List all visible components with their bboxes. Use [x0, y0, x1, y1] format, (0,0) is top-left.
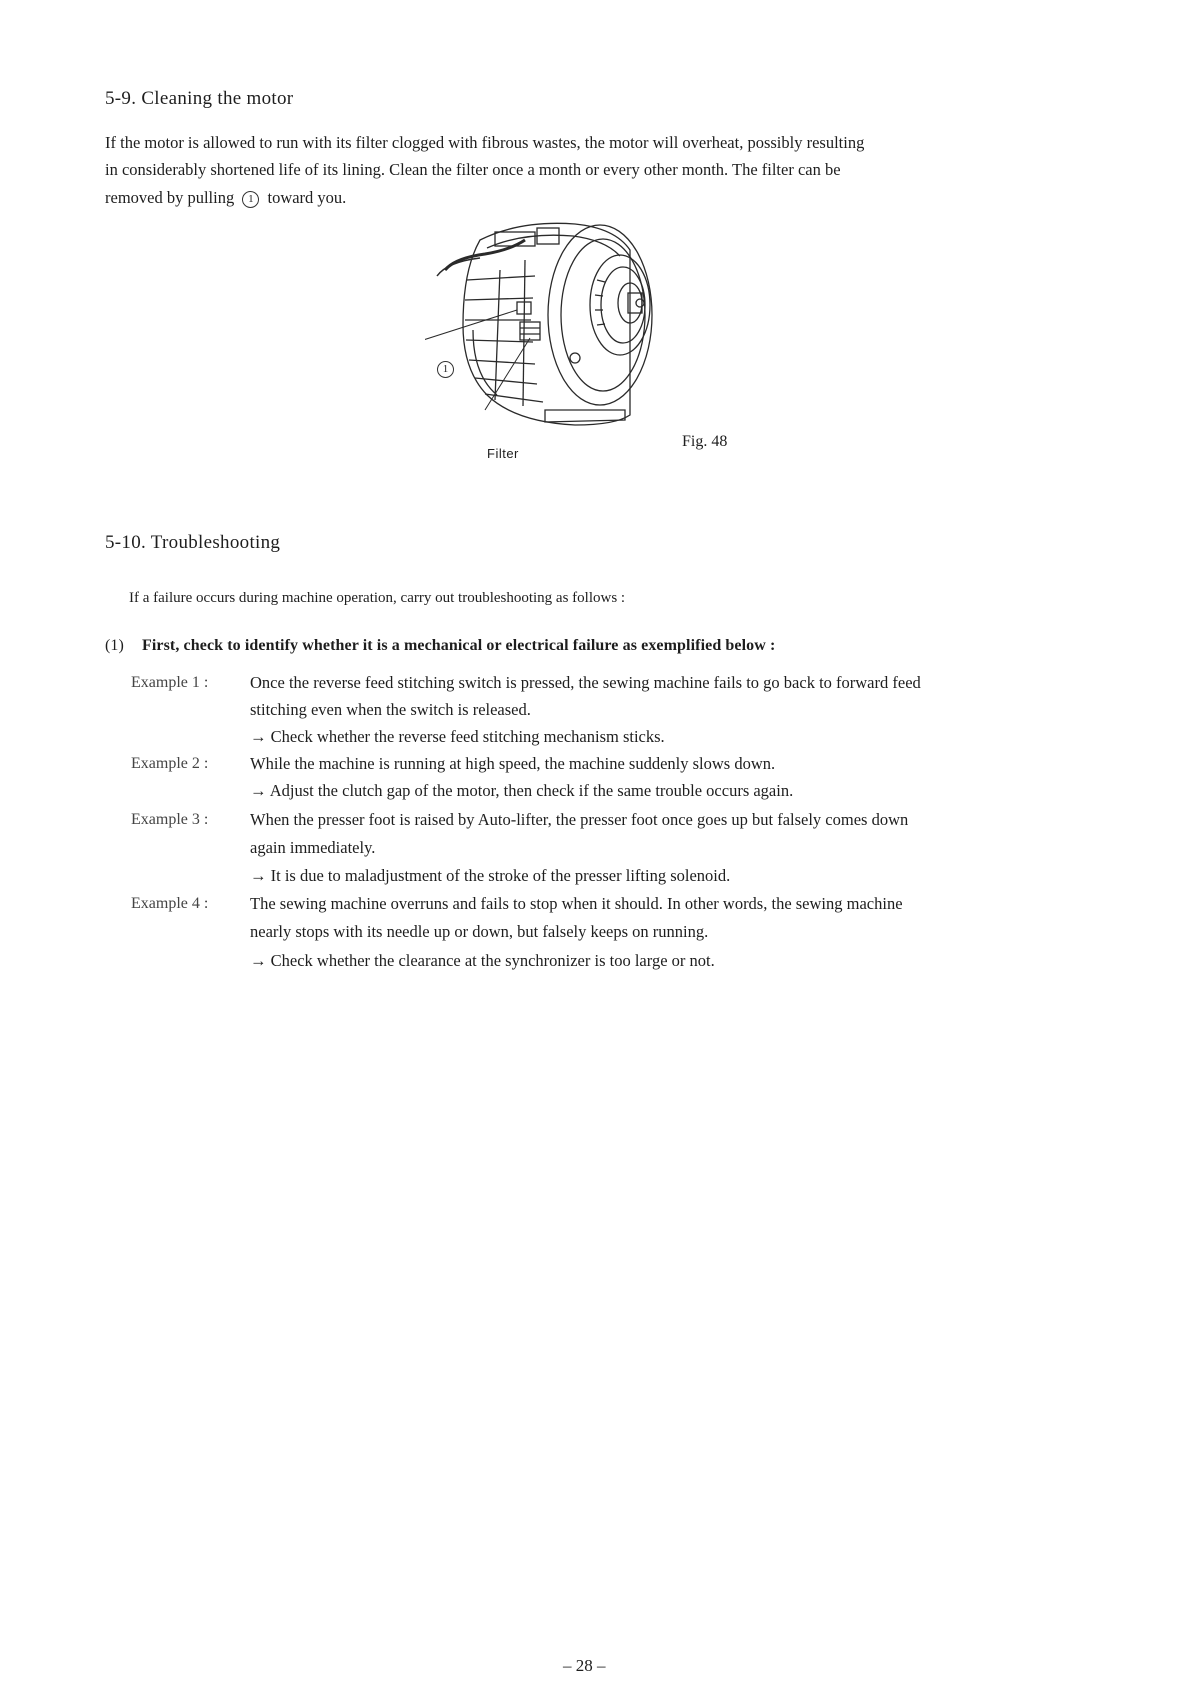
filter-label: Filter: [487, 446, 519, 461]
example-1-line-2: stitching even when the switch is released.: [250, 700, 531, 719]
example-4-line-1: The sewing machine overruns and fails to stop when it should. In other words, the sewing machine: [250, 894, 903, 913]
motor-illustration: [425, 210, 728, 470]
step-1-text: First, check to identify whether it is a mechanical or electrical failure as exemplified below :: [141, 637, 776, 654]
figure-caption: Fig. 48: [682, 433, 728, 450]
step-1-number: (1): [105, 637, 124, 654]
paragraph-line-3-start: removed by pulling: [105, 188, 235, 207]
cable: [445, 240, 525, 270]
callout-1-marker: 1: [437, 361, 454, 378]
example-3-action: → It is due to maladjustment of the stroke of the presser lifting solenoid.: [250, 866, 731, 885]
example-1-label: Example 1 :: [131, 674, 209, 691]
part-1-marker: 1: [242, 191, 259, 208]
example-4-action: → Check whether the clearance at the synchronizer is too large or not.: [250, 951, 715, 970]
example-4-label: Example 4 :: [131, 895, 209, 912]
example-2-action: → Adjust the clutch gap of the motor, then check if the same trouble occurs again.: [250, 781, 794, 800]
section-title-cleaning-motor: 5-9. Cleaning the motor: [105, 88, 294, 109]
troubleshooting-intro: If a failure occurs during machine operation, carry out troubleshooting as follows :: [129, 590, 626, 606]
example-2-line-1: While the machine is running at high speed, the machine suddenly slows down.: [250, 754, 776, 773]
example-3-label: Example 3 :: [131, 811, 209, 828]
paragraph-line-3-end: toward you.: [267, 188, 347, 207]
pulley: [590, 255, 650, 355]
paragraph-line-1: If the motor is allowed to run with its filter clogged with fibrous wastes, the motor will overheat, possibly resulting: [105, 133, 865, 152]
paragraph-line-2: in considerably shortened life of its lining. Clean the filter once a month or every other month. The filter can be: [105, 160, 841, 179]
step-1-heading: [105, 637, 775, 655]
filter-element: [520, 322, 540, 340]
figure-callout-1: [437, 360, 454, 378]
example-2-label: Example 2 :: [131, 755, 209, 772]
section-title-troubleshooting: 5-10. Troubleshooting: [105, 532, 281, 553]
example-1-line-1: Once the reverse feed stitching switch is pressed, the sewing machine fails to go back to forward feed: [250, 673, 921, 692]
part-1-leader-line: [425, 310, 517, 342]
example-3-line-1: When the presser foot is raised by Auto-lifter, the presser foot once goes up but falsely comes down: [250, 810, 909, 829]
example-3-line-2: again immediately.: [250, 838, 376, 857]
paragraph-line-3: [105, 184, 346, 211]
example-4-line-2: nearly stops with its needle up or down, but falsely keeps on running.: [250, 922, 709, 941]
motor-end-bell: [548, 225, 652, 405]
example-1-action: → Check whether the reverse feed stitching mechanism sticks.: [250, 727, 665, 746]
page-number: – 28 –: [563, 1656, 606, 1675]
